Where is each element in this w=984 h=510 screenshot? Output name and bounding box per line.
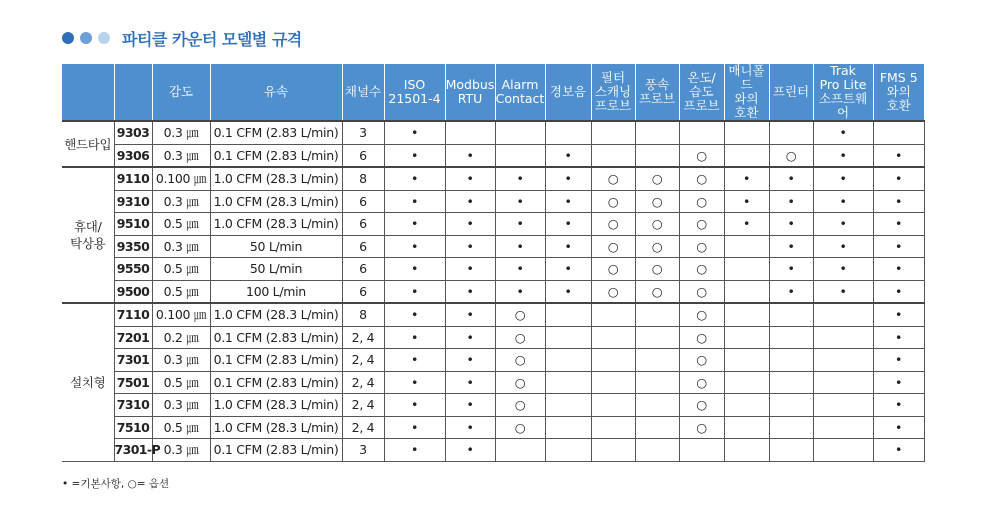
table-cell: ○ [635,213,679,236]
table-cell [724,349,769,372]
table-cell: • [724,213,769,236]
table-cell: • [813,280,873,303]
column-header [62,64,114,121]
table-cell: ○ [591,280,635,303]
table-cell [591,326,635,349]
table-cell: • [384,258,445,281]
table-cell: • [769,280,813,303]
table-row [62,394,924,417]
table-cell [679,439,724,462]
table-cell [813,371,873,394]
table-row [62,371,924,394]
table-cell: ○ [679,280,724,303]
table-cell [769,416,813,439]
model-cell: 9310 [114,190,152,213]
table-cell: 0.3 ㎛ [152,190,210,213]
table-cell: 0.1 CFM (2.83 L/min) [210,144,342,167]
table-cell [635,416,679,439]
column-header: Trak Pro Lite 소프트웨어 [813,64,873,121]
table-cell: • [813,213,873,236]
table-row [62,213,924,236]
table-cell: • [384,394,445,417]
table-cell: • [873,416,924,439]
table-cell: ○ [591,258,635,281]
table-cell: 0.3 ㎛ [152,394,210,417]
table-cell [545,371,591,394]
table-cell: • [495,190,545,213]
table-row [62,190,924,213]
column-header: 유속 [210,64,342,121]
table-cell: ○ [635,167,679,190]
table-cell: 2, 4 [342,416,384,439]
table-cell [724,371,769,394]
table-cell: ○ [679,394,724,417]
table-cell [724,144,769,167]
model-cell: 9303 [114,121,152,144]
table-cell: • [813,258,873,281]
table-cell: 0.3 ㎛ [152,121,210,144]
table-cell [591,303,635,326]
table-cell: • [384,303,445,326]
table-cell: ○ [679,349,724,372]
table-cell: • [384,280,445,303]
table-cell: • [495,213,545,236]
table-cell: ○ [635,235,679,258]
table-cell: • [445,349,495,372]
table-cell: ○ [679,235,724,258]
table-cell: • [873,303,924,326]
table-cell: • [769,235,813,258]
table-cell: • [384,439,445,462]
table-cell [635,394,679,417]
table-cell: • [873,326,924,349]
table-cell: ○ [635,258,679,281]
model-cell: 9550 [114,258,152,281]
model-cell: 7201 [114,326,152,349]
group-label: 설치형 [62,303,114,461]
table-cell [495,144,545,167]
table-cell: 0.3 ㎛ [152,439,210,462]
table-cell: 0.100 ㎛ [152,303,210,326]
model-cell: 9500 [114,280,152,303]
table-cell: • [873,235,924,258]
table-cell: • [445,213,495,236]
table-cell: • [384,235,445,258]
table-cell: ○ [679,190,724,213]
title-row [62,27,302,49]
model-cell: 9350 [114,235,152,258]
table-cell: 0.1 CFM (2.83 L/min) [210,326,342,349]
table-cell [873,121,924,144]
table-cell: 6 [342,190,384,213]
table-row [62,439,924,462]
model-cell: 7501 [114,371,152,394]
table-cell: ○ [679,167,724,190]
table-cell [591,144,635,167]
table-cell [545,349,591,372]
table-cell: • [813,144,873,167]
table-cell [545,394,591,417]
table-cell [813,394,873,417]
table-cell: ○ [679,258,724,281]
table-cell: 2, 4 [342,394,384,417]
table-cell: • [724,167,769,190]
table-cell: 6 [342,235,384,258]
table-cell: • [445,280,495,303]
table-cell: ○ [495,349,545,372]
table-cell: 50 L/min [210,235,342,258]
column-header: 매니폴드 와의 호환 [724,64,769,121]
table-cell: • [445,303,495,326]
table-row [62,258,924,281]
table-cell: • [873,190,924,213]
table-cell: 2, 4 [342,326,384,349]
table-cell: 0.5 ㎛ [152,280,210,303]
table-cell: • [873,213,924,236]
table-cell [724,416,769,439]
table-cell: • [384,371,445,394]
table-row [62,280,924,303]
model-cell: 7310 [114,394,152,417]
table-cell [495,439,545,462]
table-cell [635,371,679,394]
table-cell: 0.1 CFM (2.83 L/min) [210,371,342,394]
table-cell: 1.0 CFM (28.3 L/min) [210,190,342,213]
model-cell: 7510 [114,416,152,439]
model-cell: 9306 [114,144,152,167]
table-cell: 0.5 ㎛ [152,213,210,236]
table-cell [724,121,769,144]
table-cell: ○ [679,326,724,349]
table-cell: ○ [769,144,813,167]
table-cell [445,121,495,144]
table-cell: 0.5 ㎛ [152,416,210,439]
table-cell: ○ [635,280,679,303]
table-cell: ○ [495,303,545,326]
column-header: ISO 21501-4 [384,64,445,121]
model-cell: 9510 [114,213,152,236]
table-cell: • [445,326,495,349]
table-cell: • [873,167,924,190]
table-cell: ○ [495,371,545,394]
table-cell [635,326,679,349]
bullet-dot-icon [62,32,74,44]
table-cell [591,371,635,394]
table-cell: • [545,258,591,281]
table-cell: 0.3 ㎛ [152,235,210,258]
table-cell: • [445,371,495,394]
bullet-dot-icon [80,32,92,44]
table-cell: • [873,394,924,417]
table-cell: • [445,235,495,258]
table-cell: 0.3 ㎛ [152,144,210,167]
table-cell: • [724,190,769,213]
table-cell: ○ [591,190,635,213]
table-cell [635,439,679,462]
table-cell: • [545,235,591,258]
table-cell [724,439,769,462]
table-cell: ○ [591,213,635,236]
table-cell: • [495,235,545,258]
table-cell: • [445,144,495,167]
table-row [62,121,924,144]
table-cell [769,394,813,417]
table-cell: 6 [342,213,384,236]
table-cell: • [545,280,591,303]
table-cell: ○ [495,416,545,439]
table-header [62,64,924,121]
spec-table [62,64,925,462]
table-cell [813,303,873,326]
column-header: 프린터 [769,64,813,121]
table-cell [545,121,591,144]
table-cell: ○ [679,303,724,326]
model-cell: 9110 [114,167,152,190]
column-header: FMS 5 와의 호환 [873,64,924,121]
table-cell [545,326,591,349]
table-cell: • [445,394,495,417]
table-cell: 1.0 CFM (28.3 L/min) [210,416,342,439]
table-cell: • [769,190,813,213]
table-row [62,349,924,372]
table-cell: 0.2 ㎛ [152,326,210,349]
column-header: 경보음 [545,64,591,121]
table-cell: • [545,190,591,213]
table-cell: • [873,439,924,462]
table-cell: • [384,213,445,236]
table-cell [769,349,813,372]
table-cell: • [769,258,813,281]
table-cell: 50 L/min [210,258,342,281]
model-cell: 7301 [114,349,152,372]
table-cell: ○ [591,235,635,258]
table-cell [591,121,635,144]
row-group [62,167,924,303]
table-cell: • [769,167,813,190]
model-cell: 7110 [114,303,152,326]
table-cell: 3 [342,121,384,144]
table-cell [635,121,679,144]
table-cell: • [545,213,591,236]
table-cell [635,349,679,372]
table-cell: • [384,121,445,144]
table-cell: ○ [591,167,635,190]
table-cell: • [545,167,591,190]
column-header: 온도/ 습도 프로브 [679,64,724,121]
table-row [62,144,924,167]
table-cell [769,121,813,144]
table-cell: 1.0 CFM (28.3 L/min) [210,303,342,326]
model-cell: 7301-P [114,439,152,462]
column-header: Modbus RTU [445,64,495,121]
table-cell [635,144,679,167]
table-cell [591,349,635,372]
table-cell [813,416,873,439]
table-cell [769,326,813,349]
table-cell [591,394,635,417]
table-cell: • [384,349,445,372]
table-cell: 3 [342,439,384,462]
table-cell [635,303,679,326]
column-header: 필터 스캐닝 프로브 [591,64,635,121]
table-row [62,326,924,349]
table-cell [813,326,873,349]
table-cell [769,439,813,462]
table-cell: 0.5 ㎛ [152,258,210,281]
table-row [62,235,924,258]
column-header [114,64,152,121]
table-cell [813,349,873,372]
table-cell: • [384,190,445,213]
table-cell: • [495,258,545,281]
group-label: 휴대/ 탁상용 [62,167,114,303]
table-cell [769,371,813,394]
table-cell: • [873,371,924,394]
column-header: 풍속 프로브 [635,64,679,121]
table-row [62,167,924,190]
table-cell: • [873,144,924,167]
table-row [62,416,924,439]
table-cell: • [873,258,924,281]
table-cell [724,326,769,349]
table-cell: 1.0 CFM (28.3 L/min) [210,394,342,417]
table-cell: ○ [495,394,545,417]
table-cell: • [813,190,873,213]
table-cell: ○ [635,190,679,213]
table-row [62,303,924,326]
table-cell: ○ [679,144,724,167]
table-cell: • [769,213,813,236]
table-cell [724,394,769,417]
table-cell: • [495,167,545,190]
table-cell: • [445,167,495,190]
table-cell: • [495,280,545,303]
bullet-dot-icon [98,32,110,44]
row-group [62,121,924,167]
column-header: Alarm Contact [495,64,545,121]
table-cell: 6 [342,144,384,167]
table-cell: 1.0 CFM (28.3 L/min) [210,167,342,190]
table-cell: • [384,144,445,167]
table-cell: • [384,326,445,349]
table-cell [724,303,769,326]
table-cell: 2, 4 [342,371,384,394]
table-cell: • [445,416,495,439]
table-cell: • [384,167,445,190]
column-header: 채널수 [342,64,384,121]
table-cell: • [545,144,591,167]
table-cell: • [813,167,873,190]
table-cell: 0.5 ㎛ [152,371,210,394]
table-cell: • [813,235,873,258]
table-cell: • [445,190,495,213]
table-cell: 100 L/min [210,280,342,303]
table-cell [545,439,591,462]
table-cell: 0.1 CFM (2.83 L/min) [210,121,342,144]
table-cell: 8 [342,167,384,190]
table-cell [591,439,635,462]
table-cell [545,416,591,439]
table-cell: 1.0 CFM (28.3 L/min) [210,213,342,236]
table-cell: 8 [342,303,384,326]
table-cell: • [445,439,495,462]
footnote: • =기본사항, ○= 옵션 [62,478,170,490]
table-cell [679,121,724,144]
table-cell [813,439,873,462]
page-title: 파티클 카운터 모델별 규격 [122,29,302,49]
table-cell [545,303,591,326]
table-cell [769,303,813,326]
table-cell: 0.3 ㎛ [152,349,210,372]
table-cell [724,235,769,258]
table-cell: ○ [495,326,545,349]
table-cell [591,416,635,439]
table-cell: ○ [679,416,724,439]
table-cell: 6 [342,280,384,303]
table-cell: 0.1 CFM (2.83 L/min) [210,349,342,372]
table-cell: • [873,280,924,303]
table-cell: 2, 4 [342,349,384,372]
table-cell [724,258,769,281]
table-cell: ○ [679,213,724,236]
table-cell: ○ [679,371,724,394]
table-cell: • [813,121,873,144]
table-cell: 0.1 CFM (2.83 L/min) [210,439,342,462]
table-cell: • [384,416,445,439]
row-group [62,303,924,461]
table-cell [495,121,545,144]
group-label: 핸드타입 [62,121,114,167]
table-cell: • [445,258,495,281]
table-cell [724,280,769,303]
column-header: 감도 [152,64,210,121]
table-cell: 6 [342,258,384,281]
table-cell: • [873,349,924,372]
table-cell: 0.100 ㎛ [152,167,210,190]
